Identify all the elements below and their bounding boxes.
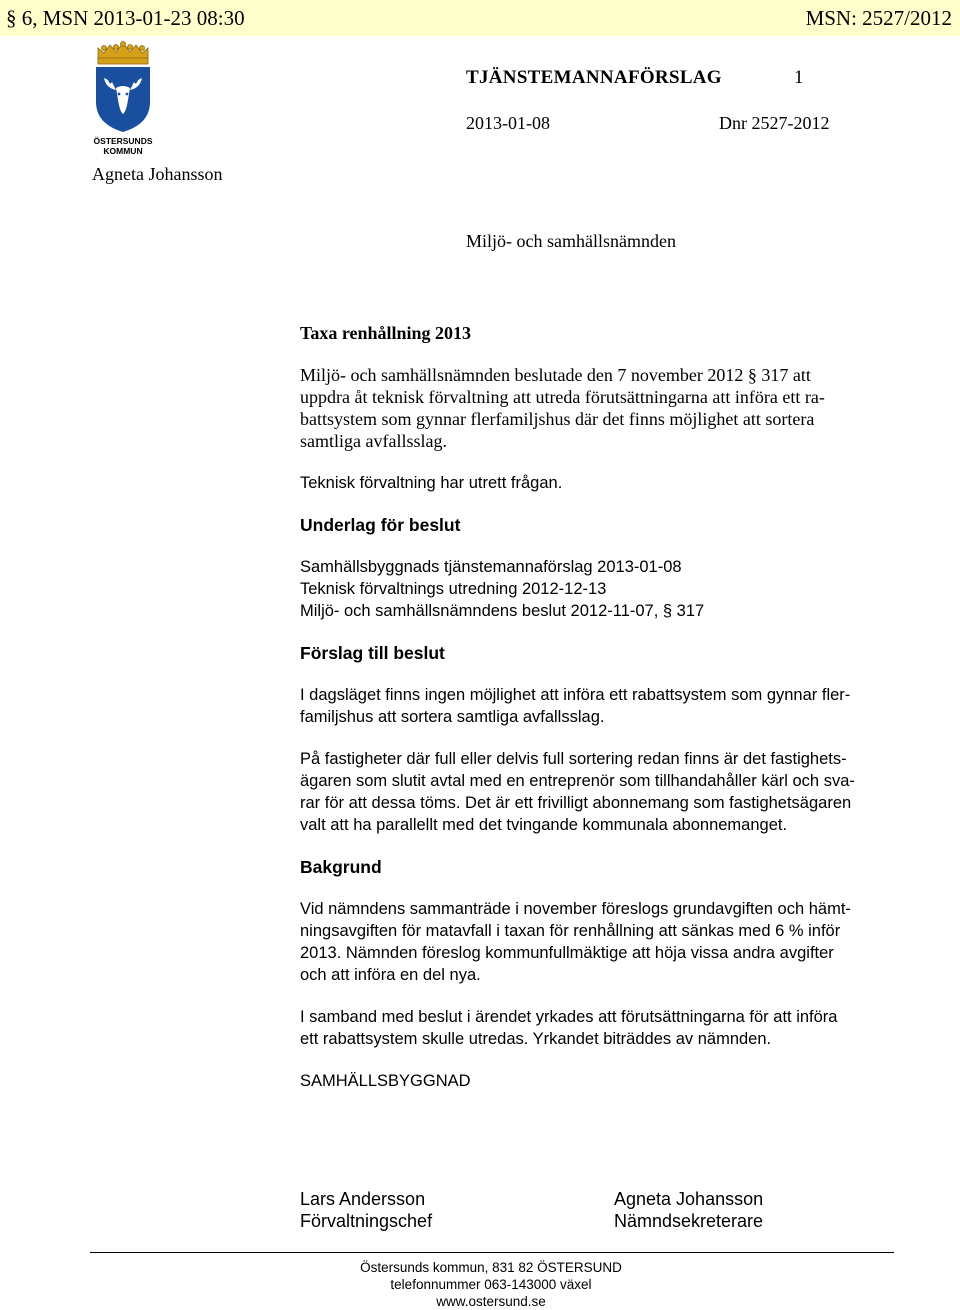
diary-number: Dnr 2527-2012: [719, 113, 830, 133]
text-line: På fastigheter där full eller delvis full sortering redan finns är det fastighets-: [300, 750, 847, 768]
text-line: I samband med beslut i ärendet yrkades att förutsättningarna för att införa: [300, 1008, 838, 1026]
footer-website: www.ostersund.se: [436, 1294, 546, 1309]
author-name: Agneta Johansson: [92, 164, 223, 184]
list-item: Miljö- och samhällsnämndens beslut 2012-11-07, § 317: [300, 602, 705, 620]
signature-block-1: [300, 1188, 432, 1232]
text-line: ett rabattsystem skulle utredas. Yrkandet biträddes av nämnden.: [300, 1030, 772, 1048]
department-name: SAMHÄLLSBYGGNAD: [300, 1072, 471, 1090]
text-line: Miljö- och samhällsnämnden beslutade den 7 november 2012 § 317 att: [300, 365, 811, 385]
signatory-name: Lars Andersson: [300, 1189, 426, 1209]
intro-paragraph-2: Teknisk förvaltning har utrett frågan.: [300, 474, 563, 492]
footer-phone: telefonnummer 063-143000 växel: [390, 1277, 592, 1292]
text-line: I dagsläget finns ingen möjlighet att införa ett rabattsystem som gynnar fler-: [300, 686, 851, 704]
signatory-title: Förvaltningschef: [300, 1211, 433, 1231]
page-number: 1: [794, 67, 804, 88]
text-line: ägaren som slutit avtal med en entreprenör som tillhandahåller kärl och sva-: [300, 772, 855, 790]
section-heading-forslag: Förslag till beslut: [300, 643, 445, 663]
text-line: uppdra åt teknisk förvaltning att utreda förutsättningarna att införa ett ra-: [300, 387, 825, 407]
signature-block-2: [614, 1188, 763, 1232]
case-number: MSN: 2527/2012: [805, 6, 952, 30]
text-line: och att införa en del nya.: [300, 966, 481, 984]
text-line: Vid nämndens sammanträde i november föreslogs grundavgiften och hämt-: [300, 900, 851, 918]
meeting-reference: § 6, MSN 2013-01-23 08:30: [6, 6, 245, 30]
document-type: TJÄNSTEMANNAFÖRSLAG: [466, 67, 722, 88]
section-heading-underlag: Underlag för beslut: [300, 515, 461, 535]
list-item: Samhällsbyggnads tjänstemannaförslag 2013-01-08: [300, 558, 682, 576]
intro-paragraph: [300, 364, 896, 452]
bakgrund-paragraph: [300, 898, 896, 986]
footer-address: Östersunds kommun, 831 82 ÖSTERSUND: [360, 1260, 622, 1275]
document-title: Taxa renhållning 2013: [300, 323, 472, 343]
forslag-paragraph: [300, 684, 896, 728]
signatory-name: Agneta Johansson: [614, 1189, 764, 1209]
text-line: valt att ha parallellt med det tvingande kommunala abonnemanget.: [300, 816, 788, 834]
section-heading-bakgrund: Bakgrund: [300, 857, 382, 877]
samband-paragraph: [300, 1006, 896, 1050]
logo-text-line1: ÖSTERSUNDS: [93, 136, 153, 146]
text-line: samtliga avfallsslag.: [300, 431, 447, 451]
footer: [0, 1259, 960, 1310]
underlag-list: [300, 556, 896, 622]
text-line: battsystem som gynnar flerfamiljshus där det finns möjlighet att sortera: [300, 409, 815, 429]
text-line: ningsavgiften för matavfall i taxan för renhållning att sänkas med 6 % inför: [300, 922, 841, 940]
signatory-title: Nämndsekreterare: [614, 1211, 764, 1231]
fastigheter-paragraph: [300, 748, 896, 836]
text-line: familjshus att sortera samtliga avfallsslag.: [300, 708, 605, 726]
text-line: 2013. Nämnden föreslog kommunfullmäktige att höja vissa andra avgifter: [300, 944, 834, 962]
document-body: [300, 322, 896, 1112]
logo-text-line2: KOMMUN: [103, 146, 143, 156]
list-item: Teknisk förvaltnings utredning 2012-12-13: [300, 580, 607, 598]
document-date: 2013-01-08: [466, 113, 550, 133]
ostersund-logo: [90, 40, 156, 158]
document-header-bar: [0, 0, 960, 36]
recipient: Miljö- och samhällsnämnden: [466, 231, 676, 251]
footer-divider: [90, 1252, 894, 1253]
text-line: rar för att dessa töms. Det är ett frivilligt abonnemang som fastighetsägaren: [300, 794, 852, 812]
